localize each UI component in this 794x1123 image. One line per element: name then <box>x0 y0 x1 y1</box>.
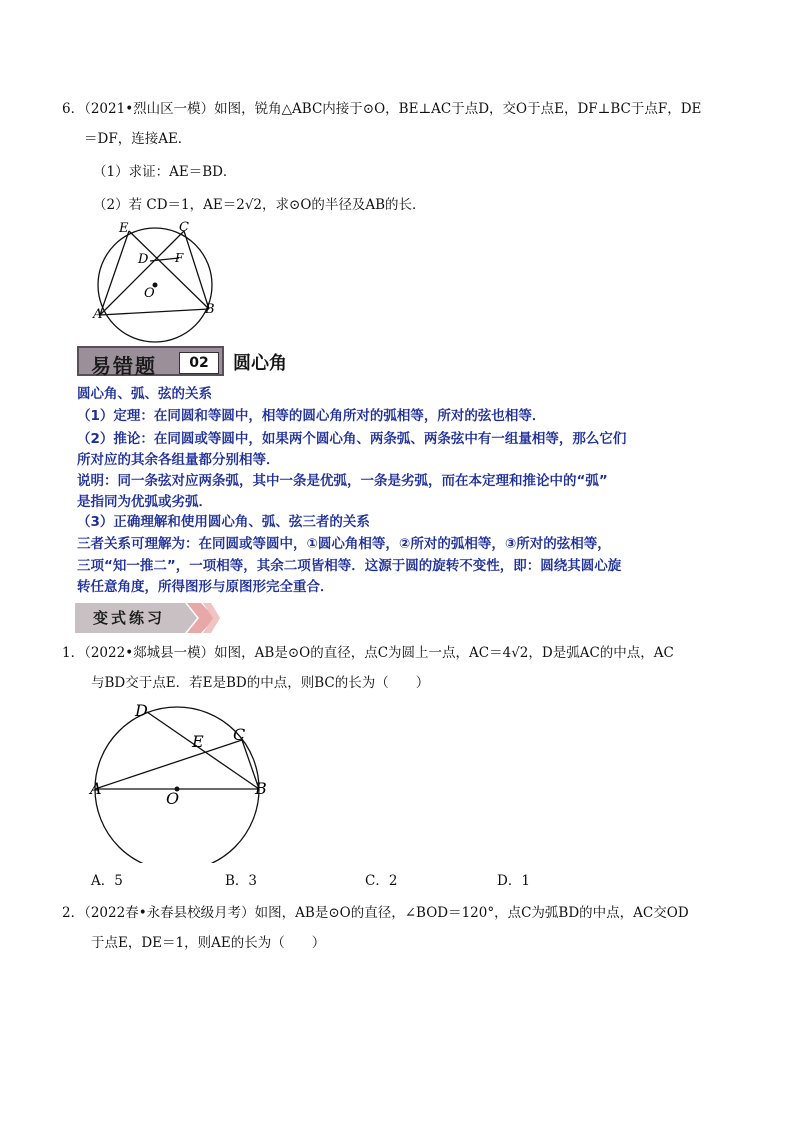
p1-choice-c[interactable]: C．2 <box>365 873 398 889</box>
p1-choice-b[interactable]: B．3 <box>225 873 258 889</box>
p1-label-d: D <box>135 701 148 720</box>
p2-line2: 于点E，DE＝1，则AE的长为（ ） <box>91 935 326 951</box>
p1-line1: 1．（2022•郯城县一模）如图，AB是⊙O的直径，点C为圆上一点，AC＝4√2，D是弧AC的中点，AC <box>62 645 674 661</box>
p1-line2: 与BD交于点E．若E是BD的中点，则BC的长为（ ） <box>91 675 430 691</box>
q6-label-c: C <box>179 220 189 235</box>
q6-label-a: A <box>93 307 103 322</box>
section-number: 02 <box>179 352 219 374</box>
notes-heading: 圆心角、弧、弦的关系 <box>77 386 212 402</box>
q6-label-b: B <box>205 302 215 317</box>
q6-line2: ＝DF，连接AE． <box>84 131 192 147</box>
p1-label-b: B <box>255 779 267 798</box>
p1-label-c: C <box>233 725 246 744</box>
q6-segment-ab <box>100 309 209 315</box>
notes-line-4: 说明：同一条弦对应两条弧，其中一条是优弧，一条是劣弧，而在本定理和推论中的“弧” <box>77 473 608 489</box>
p1-choice-d[interactable]: D．1 <box>497 873 530 889</box>
p1-segment-ac <box>95 740 242 789</box>
q6-label-e: E <box>119 221 129 236</box>
q6-figure <box>88 218 228 348</box>
p1-choice-a[interactable]: A．5 <box>91 873 123 889</box>
q6-part2: （2）若 CD＝1，AE＝2√2，求⊙O的半径及AB的长． <box>93 197 426 213</box>
notes-line-7: 三者关系可理解为：在同圆或等圆中，①圆心角相等，②所对的弧相等，③所对的弦相等， <box>77 536 611 552</box>
notes-line-8: 三项“知一推二”，一项相等，其余二项皆相等．这源于圆的旋转不变性，即：圆绕其圆心旋 <box>77 558 622 574</box>
practice-banner <box>75 603 220 633</box>
notes-line-6: （3）正确理解和使用圆心角、弧、弦三者的关系 <box>77 514 370 530</box>
notes-line-1: （1）定理：在同圆和等圆中，相等的圆心角所对的弧相等，所对的弦也相等． <box>77 408 546 424</box>
notes-line-5: 是指同为优弧或劣弧． <box>77 494 212 510</box>
notes-line-9: 转任意角度，所得图形与原图形完全重合． <box>77 579 334 595</box>
section-badge-label: 易错题 <box>91 354 157 378</box>
p1-label-e: E <box>192 732 204 751</box>
q6-segment-ae <box>100 231 129 315</box>
p1-label-a: A <box>90 779 102 798</box>
q6-part1: （1）求证：AE＝BD． <box>93 164 237 180</box>
q6-label-f: F <box>175 251 184 265</box>
section-title: 圆心角 <box>233 353 287 374</box>
p1-label-o: O <box>166 789 180 808</box>
notes-line-2: （2）推论：在同圆或等圆中，如果两个圆心角、两条弧、两条弦中有一组量相等，那么它们 <box>77 431 627 447</box>
practice-label: 变式练习 <box>93 609 166 627</box>
q6-label-d: D <box>138 252 149 267</box>
notes-line-3: 所对应的其余各组量都分别相等． <box>77 452 280 468</box>
p2-line1: 2．（2022春•永春县校级月考）如图，AB是⊙O的直径，∠BOD＝120°，点C为弧BD的中点，AC交OD <box>62 905 689 921</box>
q6-label-o: O <box>144 286 155 301</box>
section-badge <box>77 346 224 376</box>
q6-line1: 6．（2021•烈山区一模）如图，锐角△ABC内接于⊙O，BE⊥AC于点D，交O于点E，DF⊥BC于点F，DE <box>62 101 702 117</box>
p1-figure <box>85 698 275 863</box>
